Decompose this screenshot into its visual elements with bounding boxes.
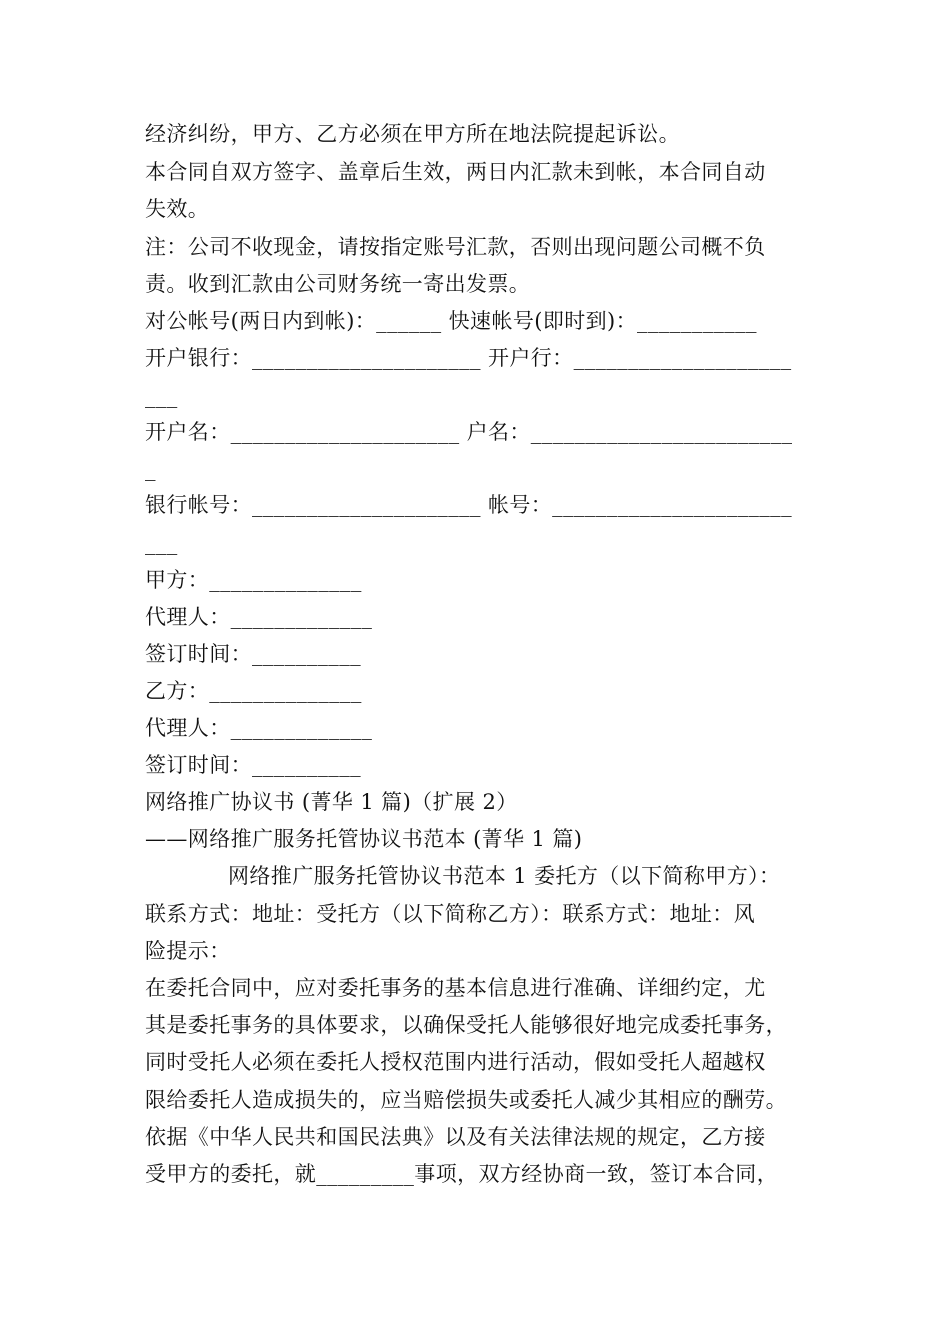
text-line: ___ bbox=[145, 384, 178, 408]
text-line: 甲方：______________ bbox=[145, 568, 362, 592]
text-line: 本合同自双方签字、盖章后生效，两日内汇款未到帐，本合同自动 bbox=[145, 160, 766, 184]
text-line: 在委托合同中，应对委托事务的基本信息进行准确、详细约定，尤 bbox=[145, 976, 766, 1000]
text-line: 代理人：_____________ bbox=[145, 605, 373, 629]
text-line: 依据《中华人民共和国民法典》以及有关法律法规的规定，乙方接 bbox=[145, 1125, 766, 1149]
text-line: 其是委托事务的具体要求，以确保受托人能够很好地完成委托事务， bbox=[145, 1013, 787, 1037]
section-heading: 网络推广协议书 (菁华 1 篇)（扩展 2） bbox=[145, 790, 518, 814]
text-line: 银行帐号：_____________________ 帐号：______________________ bbox=[145, 493, 792, 517]
text-line: 签订时间：__________ bbox=[145, 642, 361, 666]
text-line: 开户名：_____________________ 户名：________________________ bbox=[145, 420, 793, 444]
text-line: 开户银行：_____________________ 开户行：____________________ bbox=[145, 346, 792, 370]
text-line: 失效。 bbox=[145, 197, 210, 221]
text-line: 责。收到汇款由公司财务统一寄出发票。 bbox=[145, 272, 531, 296]
text-line: 签订时间：__________ bbox=[145, 753, 361, 777]
text-line: 注：公司不收现金，请按指定账号汇款，否则出现问题公司概不负 bbox=[145, 235, 766, 259]
text-line: 网络推广服务托管协议书范本 1 委托方（以下简称甲方）： bbox=[228, 864, 781, 888]
text-line: 代理人：_____________ bbox=[145, 716, 373, 740]
section-subheading: ——网络推广服务托管协议书范本 (菁华 1 篇) bbox=[145, 827, 583, 851]
text-line: 经济纠纷，甲方、乙方必须在甲方所在地法院提起诉讼。 bbox=[145, 122, 680, 146]
text-line: 险提示： bbox=[145, 939, 231, 963]
text-line: 受甲方的委托，就_________事项，双方经协商一致，签订本合同， bbox=[145, 1162, 779, 1186]
text-line: ___ bbox=[145, 531, 178, 555]
text-line: 乙方：______________ bbox=[145, 679, 362, 703]
text-line: _ bbox=[145, 457, 156, 481]
text-line: 对公帐号(两日内到帐)：______ 快速帐号(即时到)：___________ bbox=[145, 309, 757, 333]
text-line: 联系方式：地址：受托方（以下简称乙方）：联系方式：地址：风 bbox=[145, 902, 756, 926]
text-line: 同时受托人必须在委托人授权范围内进行活动，假如受托人超越权 bbox=[145, 1050, 766, 1074]
text-line: 限给委托人造成损失的，应当赔偿损失或委托人减少其相应的酬劳。 bbox=[145, 1088, 787, 1112]
